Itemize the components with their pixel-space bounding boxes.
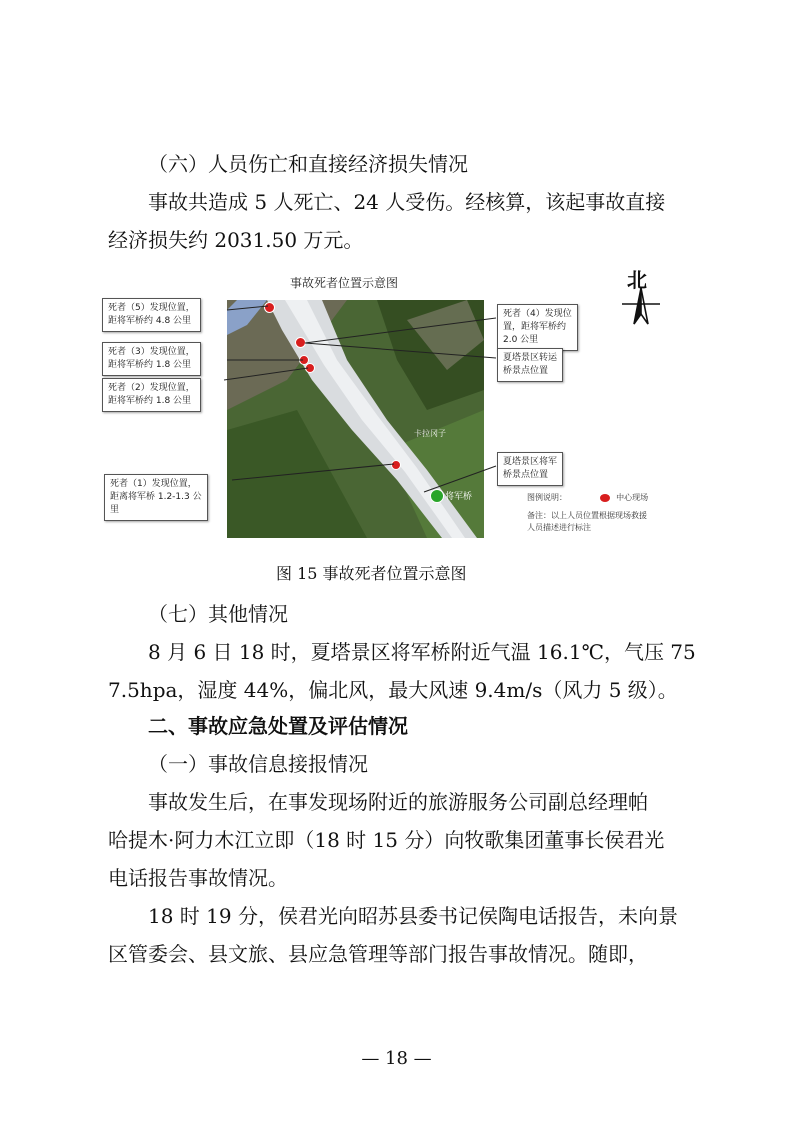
map-label-jiangjunqiao: 将军桥 <box>445 492 473 502</box>
paragraph-line: 哈提木·阿力木江立即（18 时 15 分）向牧歌集团董事长侯君光 <box>108 828 665 852</box>
section-heading-casualties: （六）人员伤亡和直接经济损失情况 <box>148 152 468 176</box>
paragraph-line: 8 月 6 日 18 时，夏塔景区将军桥附近气温 16.1℃，气压 75 <box>148 640 696 664</box>
page-number: — 18 — <box>361 1048 432 1069</box>
callout-death-3: 死者（3）发现位置， 距将军桥约 1.8 公里 <box>102 342 201 376</box>
legend: 图例说明： 中心现场 <box>527 493 649 502</box>
part-heading-emergency: 二、事故应急处置及评估情况 <box>148 714 408 738</box>
callout-death-1: 死者（1）发现位置， 距离将军桥 1.2-1.3 公 里 <box>104 474 208 521</box>
paragraph-line: 18 时 19 分，侯君光向昭苏县委书记侯陶电话报告，未向景 <box>148 904 678 928</box>
callout-death-4: 死者（4）发现位 置，距将军桥约 2.0 公里 <box>497 304 578 351</box>
legend-marker-icon <box>600 494 610 502</box>
paragraph-line: 区管委会、县文旅、县应急管理等部门报告事故情况。随即， <box>108 942 648 966</box>
callout-death-5: 死者（5）发现位置， 距将军桥约 4.8 公里 <box>102 298 201 332</box>
paragraph-line: 电话报告事故情况。 <box>108 866 288 890</box>
north-label: 北 <box>627 268 647 292</box>
legend-note: 备注：以上人员位置根据现场救援 人员描述进行标注 <box>527 511 647 532</box>
paragraph-line: 经济损失约 2031.50 万元。 <box>108 228 364 252</box>
callout-death-2: 死者（2）发现位置， 距将军桥约 1.8 公里 <box>102 378 201 412</box>
north-arrow-icon <box>616 286 666 326</box>
paragraph-line: 事故共造成 5 人死亡、24 人受伤。经核算，该起事故直接 <box>148 190 666 214</box>
callout-jiangjun-bridge: 夏塔景区将军 桥景点位置 <box>497 452 563 486</box>
section-heading-other: （七）其他情况 <box>148 602 288 626</box>
paragraph-line: 7.5hpa，湿度 44%，偏北风，最大风速 9.4m/s（风力 5 级）。 <box>108 678 678 702</box>
figure-caption: 图 15 事故死者位置示意图 <box>276 564 467 583</box>
subsection-heading-report: （一）事故信息接报情况 <box>148 752 368 776</box>
paragraph-line: 事故发生后，在事发现场附近的旅游服务公司副总经理帕 <box>148 790 648 814</box>
map-label-kalagangzi: 卡拉冈子 <box>414 429 446 438</box>
callout-transfer-bridge: 夏塔景区转运 桥景点位置 <box>497 348 563 382</box>
death-location-figure <box>100 270 680 540</box>
figure-title: 事故死者位置示意图 <box>290 276 399 290</box>
